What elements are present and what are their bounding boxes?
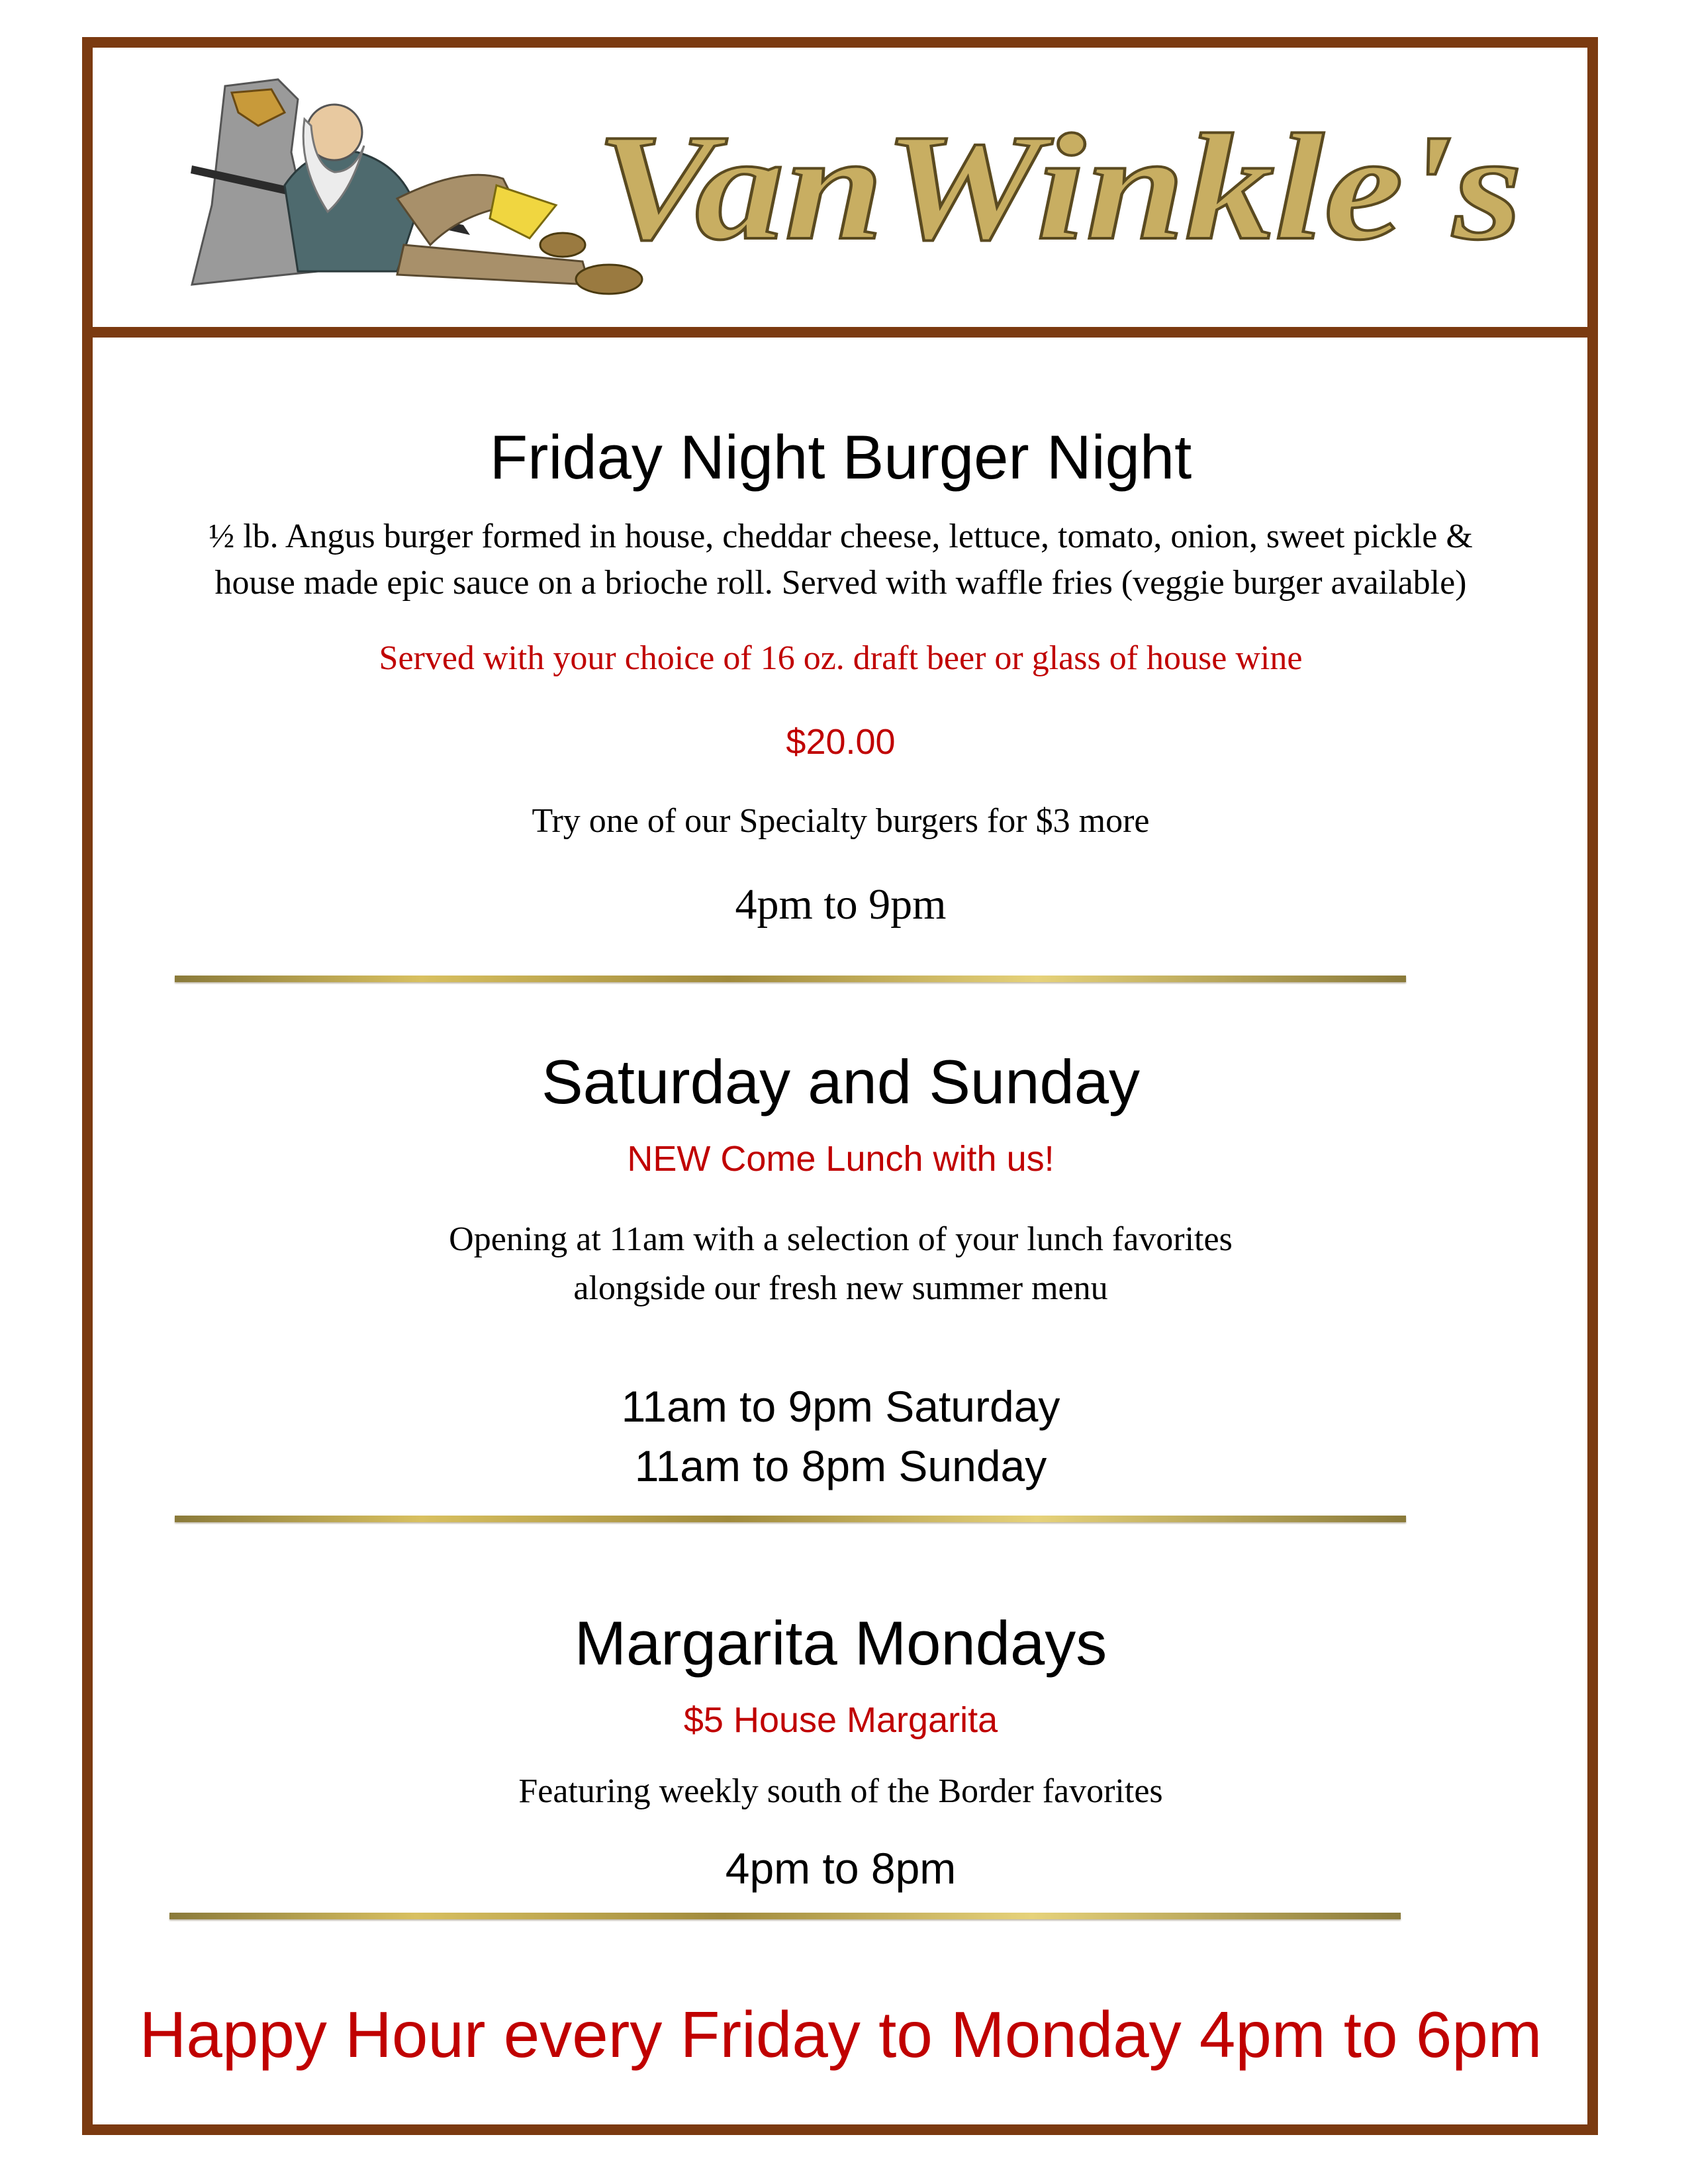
vanwinkles-logo-wordmark [583, 79, 1536, 278]
saturday-hours: 11am to 9pm Saturday [621, 1382, 1060, 1431]
section-divider [169, 1913, 1401, 1919]
weekend-description-line2: alongside our fresh new summer menu [573, 1269, 1108, 1307]
margarita-description: Featuring weekly south of the Border favorites [518, 1772, 1163, 1810]
weekend-subtitle: NEW Come Lunch with us! [627, 1139, 1055, 1179]
burger-price: $20.00 [786, 722, 896, 762]
sunday-hours: 11am to 8pm Sunday [634, 1441, 1047, 1490]
section-title-margarita: Margarita Mondays [574, 1608, 1107, 1678]
weekend-description-line1: Opening at 11am with a selection of your lunch favorites [449, 1220, 1233, 1258]
burger-description-line1: ½ lb. Angus burger formed in house, cheddar cheese, lettuce, tomato, onion, sweet pickle & [209, 518, 1473, 555]
burger-night-hours: 4pm to 9pm [735, 880, 947, 929]
section-title-weekend: Saturday and Sunday [541, 1047, 1141, 1116]
specialty-upsell: Try one of our Specialty burgers for $3 more [532, 802, 1150, 840]
drink-offer: Served with your choice of 16 oz. draft beer or glass of house wine [379, 639, 1303, 677]
burger-description-line2: house made epic sauce on a brioche roll. Served with waffle fries (veggie burger available) [214, 564, 1467, 602]
section-divider [175, 976, 1406, 982]
section-divider [175, 1516, 1406, 1522]
margarita-hours: 4pm to 8pm [725, 1844, 957, 1893]
section-title-burger-night: Friday Night Burger Night [489, 422, 1192, 492]
happy-hour-banner: Happy Hour every Friday to Monday 4pm to 6pm [139, 1998, 1542, 2071]
margarita-subtitle: $5 House Margarita [683, 1700, 998, 1740]
logo-wordmark-text: VanWinkle's [596, 103, 1523, 271]
